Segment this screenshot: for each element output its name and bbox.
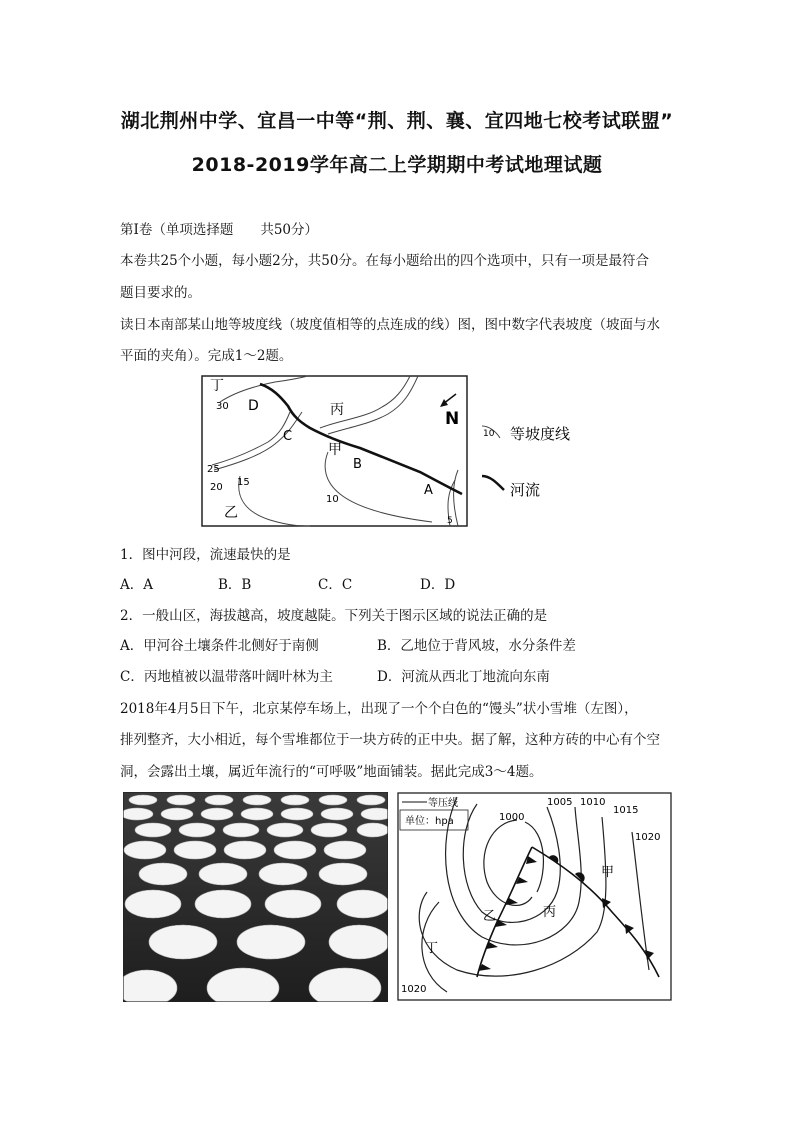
passage2-line-2: 排列整齐，大小相近，每个雪堆都位于一块方砖的正中央。据了解，这种方砖的中心有个空 bbox=[120, 732, 660, 748]
q1-stem: 1．图中河段，流速最快的是 bbox=[120, 547, 291, 563]
label-a: A bbox=[424, 483, 433, 498]
label-yi: 乙 bbox=[483, 909, 497, 924]
q2-option-d[interactable]: D．河流从西北丁地流向东南 bbox=[377, 669, 550, 685]
legend-contour-label: 等坡度线 bbox=[510, 425, 571, 443]
q2-stem: 2．一般山区，海拔越高，坡度越陡。下列关于图示区域的说法正确的是 bbox=[120, 608, 548, 624]
snow-mound-photo bbox=[123, 792, 388, 1002]
q2-option-c[interactable]: C．丙地植被以温带落叶阔叶林为主 bbox=[120, 669, 333, 685]
passage1-line-2: 平面的夹角）。完成1～2题。 bbox=[120, 348, 293, 364]
label-north: N bbox=[445, 409, 460, 429]
section-intro-line-1: 本卷共25个小题，每小题2分，共50分。在每小题给出的四个选项中，只有一项是最符合 bbox=[120, 253, 649, 269]
label-ding: 丁 bbox=[210, 378, 224, 394]
number-15: 15 bbox=[237, 477, 250, 488]
passage2-line-1: 2018年4月5日下午，北京某停车场上，出现了一个个白色的“馒头”状小雪堆（左图）， bbox=[120, 701, 638, 717]
section-header: 第Ⅰ卷（单项选择题 共50分） bbox=[120, 222, 319, 238]
label-yi: 乙 bbox=[224, 505, 238, 521]
q1-option-b[interactable]: B．B bbox=[218, 577, 252, 593]
isobar-label-1020-right: 1020 bbox=[635, 832, 661, 843]
isobar-label-1000: 1000 bbox=[499, 812, 525, 823]
passage1-line-1: 读日本南部某山地等坡度线（坡度值相等的点连成的线）图，图中数字代表坡度（坡面与水 bbox=[120, 317, 660, 333]
label-bing: 丙 bbox=[543, 905, 557, 920]
section-intro-line-2: 题目要求的。 bbox=[120, 285, 201, 301]
label-jia: 甲 bbox=[328, 442, 342, 458]
legend-river-label: 河流 bbox=[510, 481, 541, 499]
legend-isobar-label: 等压线 bbox=[428, 798, 458, 809]
isobar-label-1005: 1005 bbox=[547, 797, 573, 808]
title-line-2: 2018-2019学年高二上学期期中考试地理试题 bbox=[191, 154, 603, 176]
isobar-label-1015: 1015 bbox=[613, 805, 639, 816]
label-jia: 甲 bbox=[601, 865, 615, 880]
isobar-weather-map bbox=[397, 792, 673, 1002]
label-ding: 丁 bbox=[425, 941, 439, 956]
label-d: D bbox=[248, 398, 259, 414]
title-line-1: 湖北荆州中学、宜昌一中等“荆、荆、襄、宜四地七校考试联盟” bbox=[120, 110, 674, 132]
q1-option-c[interactable]: C．C bbox=[318, 577, 353, 593]
legend-river-sample bbox=[482, 476, 504, 490]
number-10: 10 bbox=[326, 494, 339, 505]
unit-label: 单位：hpa bbox=[405, 816, 454, 827]
number-25: 25 bbox=[207, 464, 220, 475]
slope-contour-map bbox=[200, 372, 595, 532]
q1-option-d[interactable]: D．D bbox=[420, 577, 456, 593]
passage2-line-3: 洞，会露出土壤，属近年流行的“可呼吸”地面铺装。据此完成3～4题。 bbox=[120, 764, 543, 780]
q1-option-a[interactable]: A．A bbox=[120, 577, 153, 593]
isobar-label-1010: 1010 bbox=[580, 797, 606, 808]
label-bing: 丙 bbox=[330, 402, 344, 418]
legend-contour-value: 10 bbox=[483, 429, 495, 439]
q2-option-b[interactable]: B．乙地位于背风坡，水分条件差 bbox=[377, 638, 576, 654]
q2-option-a[interactable]: A．甲河谷土壤条件北侧好于南侧 bbox=[120, 638, 319, 654]
label-b: B bbox=[353, 457, 362, 472]
number-20: 20 bbox=[210, 482, 223, 493]
label-c: C bbox=[283, 429, 293, 444]
number-30: 30 bbox=[216, 401, 229, 412]
number-5: 5 bbox=[447, 516, 453, 526]
isobar-label-1020-left: 1020 bbox=[401, 984, 427, 995]
